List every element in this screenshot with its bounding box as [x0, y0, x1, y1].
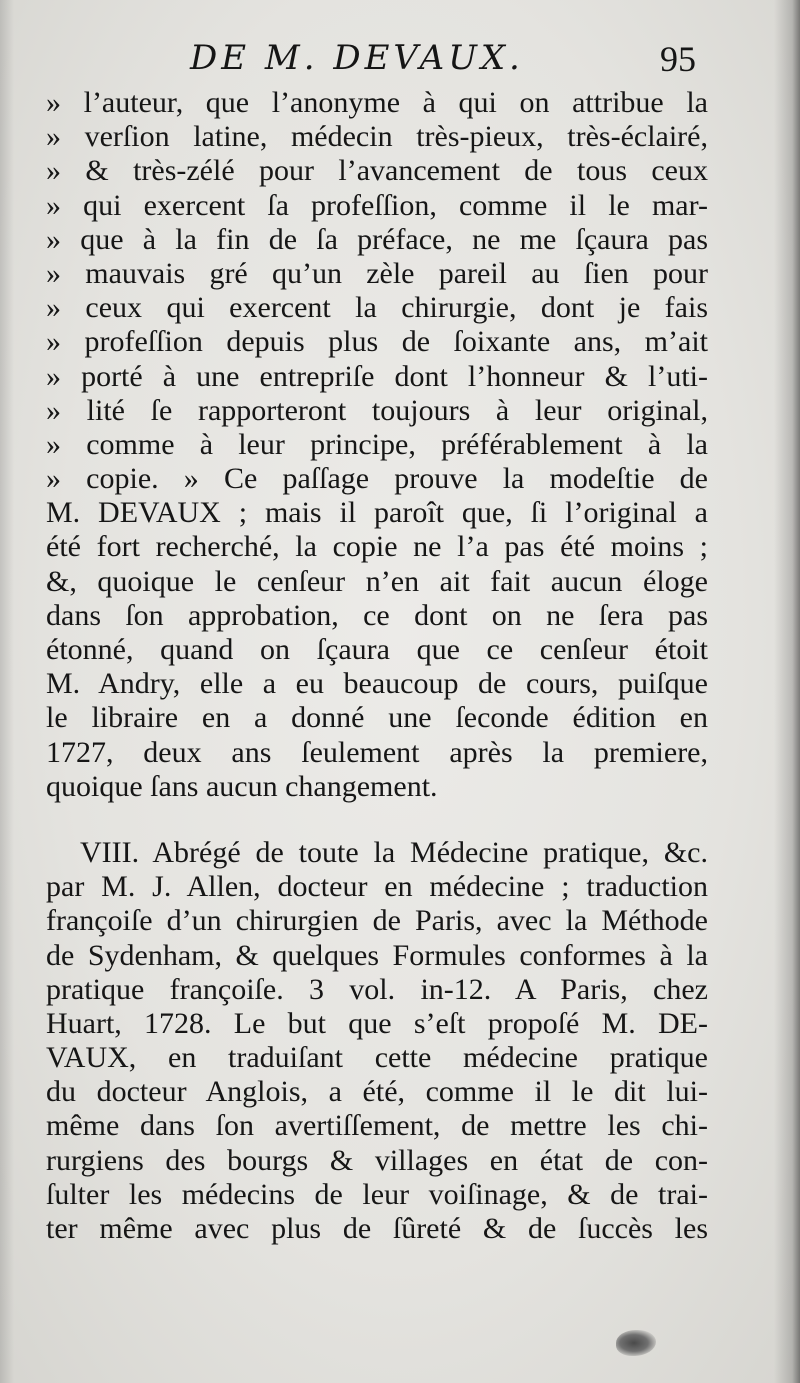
body-text — [46, 86, 708, 1246]
text-line: » & très-zélé pour l’avancement de tous ceux — [46, 154, 708, 188]
text-line: M. DEVAUX ; mais il paroît que, ſi l’original a — [46, 496, 708, 530]
text-line: » mauvais gré qu’un zèle pareil au ſien pour — [46, 256, 708, 290]
page-number: 95 — [660, 39, 696, 79]
text-line: été fort recherché, la copie ne l’a pas été moins ; — [46, 530, 708, 564]
text-line: le libraire en a donné une ſeconde édition en — [46, 701, 708, 735]
text-line: rurgiens des bourgs & villages en état de con- — [46, 1143, 708, 1177]
text-line: 1727, deux ans ſeulement après la premiere, — [46, 735, 708, 769]
text-line: ſulter les médecins de leur voiſinage, & de trai- — [46, 1177, 708, 1211]
text-line: ter même avec plus de ſûreté & de ſuccès les — [46, 1212, 708, 1245]
text-line: » verſion latine, médecin très-pieux, très-éclairé, — [46, 120, 708, 154]
text-line: » porté à une entrepriſe dont l’honneur & l’uti- — [46, 359, 708, 393]
text-line: » profeſſion depuis plus de ſoixante ans, m’ait — [46, 325, 708, 359]
text-line: » que à la fin de ſa préface, ne me ſçaura pas — [46, 222, 708, 256]
text-line: pratique françoiſe. 3 vol. in-12. A Paris, chez — [46, 972, 708, 1006]
text-line: étonné, quand on ſçaura que ce cenſeur étoit — [46, 633, 708, 666]
text-line: » l’auteur, que l’anonyme à qui on attribue la — [46, 86, 708, 119]
ink-blot — [616, 1330, 656, 1356]
text-line: &, quoique le cenſeur n’en ait fait aucun éloge — [46, 564, 708, 598]
text-line: quoique ſans aucun changement. — [46, 769, 438, 803]
text-line: VAUX, en traduiſant cette médecine pratique — [46, 1041, 708, 1075]
text-line: dans ſon approbation, ce dont on ne ſera pas — [46, 598, 708, 632]
text-line: M. Andry, elle a eu beaucoup de cours, puiſque — [46, 667, 708, 701]
running-head — [0, 38, 800, 88]
text-line: même dans ſon avertiſſement, de mettre les chi- — [46, 1109, 708, 1143]
page-gutter-shadow — [0, 0, 14, 1383]
text-line: VIII. Abrégé de toute la Médecine pratique, &c. — [80, 835, 708, 869]
text-line: du docteur Anglois, a été, comme il le dit lui- — [46, 1075, 708, 1109]
text-line: françoiſe d’un chirurgien de Paris, avec la Méthode — [46, 904, 708, 938]
running-title: DE M. DEVAUX. — [190, 38, 524, 78]
text-line: » comme à leur principe, préférablement à la — [46, 427, 708, 461]
text-line: » qui exercent ſa profeſſion, comme il le mar- — [46, 188, 708, 222]
text-line: Huart, 1728. Le but que s’eſt propoſé M. DE- — [46, 1006, 708, 1040]
text-line: » copie. » Ce paſſage prouve la modeſtie de — [46, 462, 708, 496]
text-line: de Sydenham, & quelques Formules conformes à la — [46, 938, 708, 972]
page-edge-shadow — [774, 0, 800, 1383]
text-line: » lité ſe rapporteront toujours à leur original, — [46, 393, 708, 427]
text-line: » ceux qui exercent la chirurgie, dont je fais — [46, 291, 708, 325]
text-line: par M. J. Allen, docteur en médecine ; traduction — [46, 870, 708, 904]
